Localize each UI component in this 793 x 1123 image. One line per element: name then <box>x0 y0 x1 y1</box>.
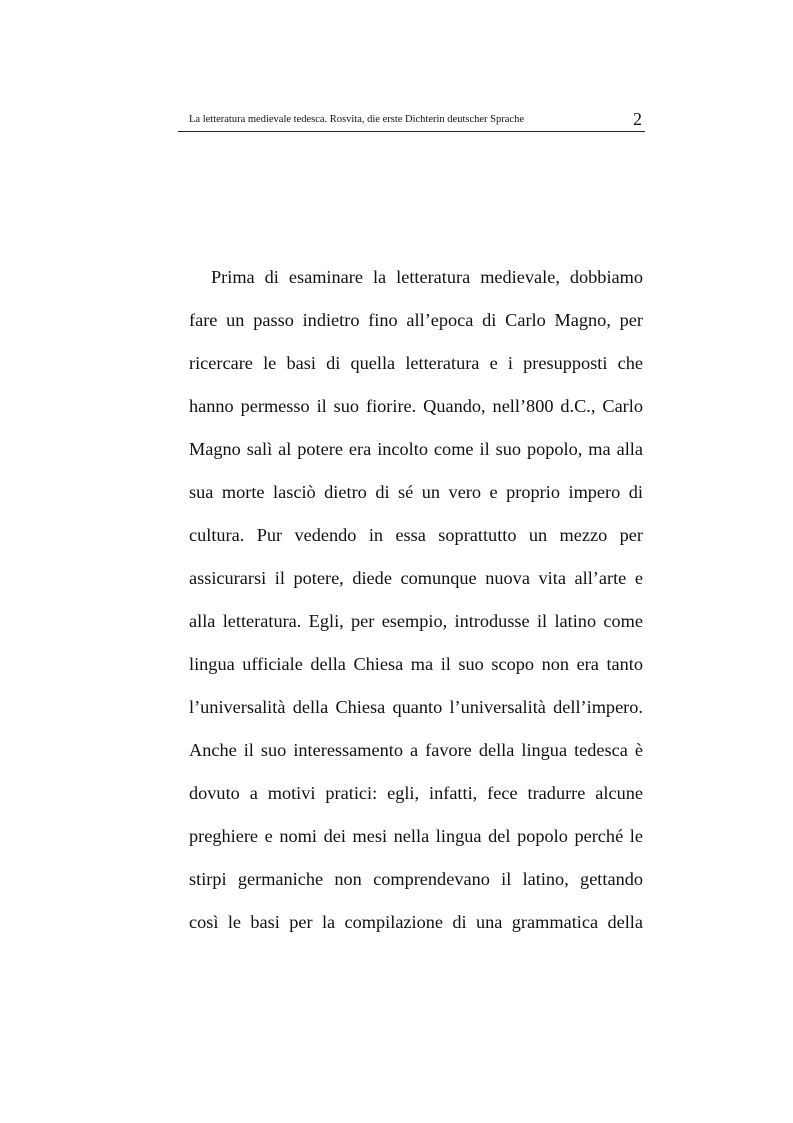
paragraph-line: sua morte lasciò dietro di sé un vero e proprio impero di <box>189 482 643 502</box>
running-header <box>178 111 645 132</box>
page-number: 2 <box>633 109 642 129</box>
paragraph-line: hanno permesso il suo fiorire. Quando, nell’800 d.C., Carlo <box>189 396 643 416</box>
paragraph-line: alla letteratura. Egli, per esempio, introdusse il latino come <box>189 611 643 631</box>
paragraph-line: fare un passo indietro fino all’epoca di Carlo Magno, per <box>189 310 643 330</box>
paragraph-line: stirpi germaniche non comprendevano il latino, gettando <box>189 869 643 889</box>
paragraph-line: così le basi per la compilazione di una grammatica della <box>189 912 643 932</box>
paragraph-line: lingua ufficiale della Chiesa ma il suo scopo non era tanto <box>189 654 643 674</box>
paragraph-line: Magno salì al potere era incolto come il suo popolo, ma alla <box>189 439 643 459</box>
body-paragraph <box>189 256 643 944</box>
paragraph-line: Prima di esaminare la letteratura medievale, dobbiamo <box>211 267 643 287</box>
running-title: La letteratura medievale tedesca. Rosvita, die erste Dichterin deutscher Sprache <box>189 114 524 125</box>
paragraph-line: Anche il suo interessamento a favore della lingua tedesca è <box>189 740 643 760</box>
paragraph-line: assicurarsi il potere, diede comunque nuova vita all’arte e <box>189 568 643 588</box>
paragraph-line: dovuto a motivi pratici: egli, infatti, fece tradurre alcune <box>189 783 643 803</box>
paragraph-line: l’universalità della Chiesa quanto l’universalità dell’impero. <box>189 697 643 717</box>
paragraph-line: preghiere e nomi dei mesi nella lingua del popolo perché le <box>189 826 643 846</box>
paragraph-line: ricercare le basi di quella letteratura e i presupposti che <box>189 353 643 373</box>
paragraph-line: cultura. Pur vedendo in essa soprattutto un mezzo per <box>189 525 643 545</box>
